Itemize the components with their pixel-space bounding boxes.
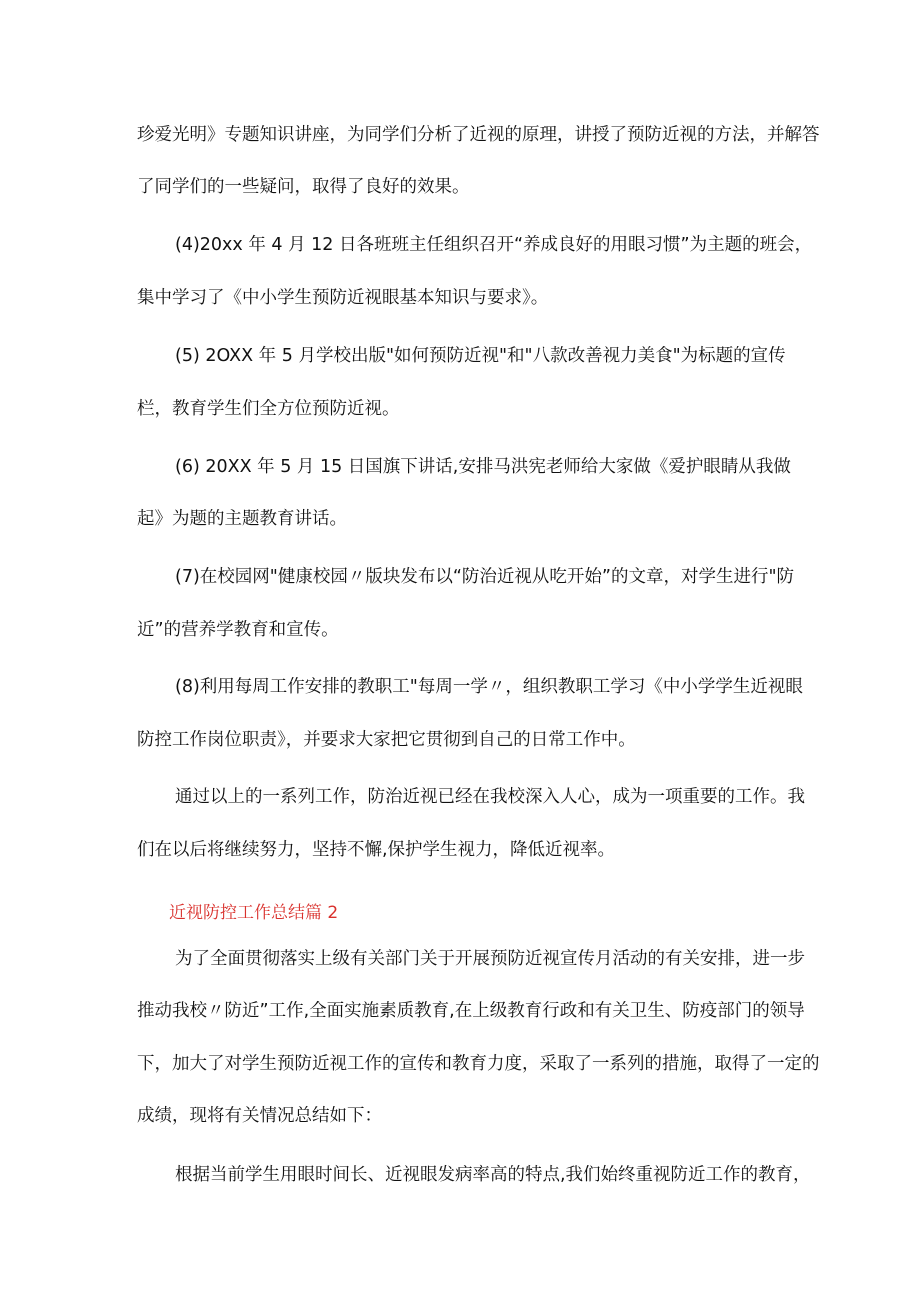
- paragraph-line: 下，加大了对学生预防近视工作的宣传和教育力度，采取了一系列的措施，取得了一定的: [137, 1054, 820, 1074]
- paragraph-line: 们在以后将继续努力，坚持不懈,保护学生视力，降低近视率。: [137, 840, 616, 860]
- list-item-line: (7)在校园网"健康校园〃版块发布以“防治近视从吃开始”的文章，对学生进行"防: [175, 567, 795, 587]
- paragraph-line: 根据当前学生用眼时间长、近视眼发病率高的特点,我们始终重视防近工作的教育，: [175, 1165, 811, 1185]
- paragraph-line: 为了全面贯彻落实上级有关部门关于开展预防近视宣传月活动的有关安排，进一步: [175, 949, 805, 969]
- list-item-line: (8)利用每周工作安排的教职工"每周一学〃，组织教职工学习《中小学学生近视眼: [175, 677, 803, 697]
- paragraph-line: 推动我校〃防近”工作,全面实施素质教育,在上级教育行政和有关卫生、防疫部门的领导: [137, 1001, 805, 1021]
- list-item-line: 集中学习了《中小学生预防近视眼基本知识与要求》。: [137, 288, 549, 308]
- list-item-line: 近”的营养学教育和宣传。: [137, 620, 339, 640]
- list-item-line: 栏，教育学生们全方位预防近视。: [137, 399, 400, 419]
- list-item-line: (5) 2OXX 年 5 月学校出版"如何预防近视"和"八款改善视力美食"为标题的宣传: [175, 346, 786, 366]
- paragraph-line: 珍爱光明》专题知识讲座，为同学们分析了近视的原理，讲授了预防近视的方法，并解答: [137, 125, 820, 145]
- paragraph-line: 了同学们的一些疑问，取得了良好的效果。: [137, 177, 470, 197]
- paragraph-line: 通过以上的一系列工作，防治近视已经在我校深入人心，成为一项重要的工作。我: [175, 787, 805, 807]
- list-item-line: (6) 20XX 年 5 月 15 日国旗下讲话,安排马洪宪老师给大家做《爱护眼睛从我做: [175, 457, 791, 477]
- list-item-line: 防控工作岗位职责》，并要求大家把它贯彻到自己的日常工作中。: [137, 730, 636, 750]
- paragraph-line: 成绩，现将有关情况总结如下：: [137, 1106, 382, 1126]
- list-item-line: (4)20xx 年 4 月 12 日各班班主任组织召开“养成良好的用眼习惯”为主题的班会，: [175, 235, 813, 255]
- list-item-line: 起》为题的主题教育讲话。: [137, 509, 347, 529]
- section-heading: 近视防控工作总结篇 2: [169, 903, 339, 923]
